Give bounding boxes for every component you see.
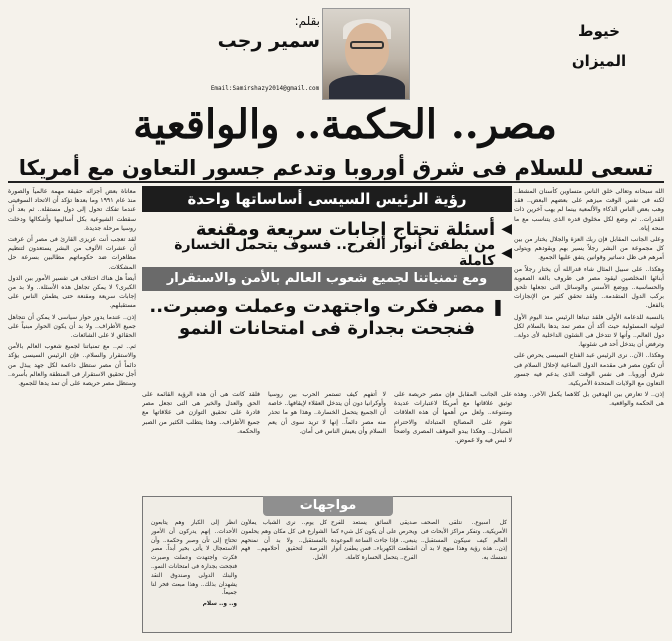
author-photo [322,8,410,100]
arrow-bullet-icon: ◀ [501,221,512,237]
column-brand [554,22,644,70]
quote-mark-icon: ❚ [491,297,505,316]
column-brand-line1: خيوط [578,22,620,40]
headline: مصر.. الحكمة.. والواقعية [133,101,557,148]
mid-column-center: لا أتفهم كيف تستمر الحرب بين روسيا وأوكرانيا دون أن يتدخل العقلاء لإيقافها.. خاصة أن الجميع يتحمل الخسارة.. وهذا هو ما تحذر منه مصر دائماً.. إنها لا تريد سوى أن يعم السلام وأن يعيش الناس فى أمان. [268,391,386,435]
box-column: كل يوم.. نرى الشباب يملأون الشوارع فى كل مكان وهم يحلمون بالمستقبل.. ولا بد أن نمنحهم الفرصة لتحقيق أحلامهم.. فهم الأمل. [241,520,327,562]
author-email: Email:Samirshazy2014@gmail.com [210,85,320,92]
paragraph: معاناة بعض أجزائه حقيقة مهمة عالمياً والصورة منذ عام ١٩٩١ وما بعدها تؤكد أن الاتحاد السوفيتى عندما تفكك تحول إلى دول مستقلة.. ثم بعد أن سقطت الشيوعية بكل أساليبها وأشكالها ودخلت روسيا مرحلة جديدة. [8,188,136,232]
paragraph: وهكذا.. على سبيل المثال شاء قدرالله أن يختار رجلاً من أبنائها المخلصين ليقود مصر فى ظروف بالغة الصعوبة والحساسية.. ووضع الأسس والوسائل التى تجعلها تلحق بركب الدول المتقدمة.. ولقد تحقق كثير من الإنجازات بالفعل. [514,265,664,310]
paragraph: ثم.. ثم.. مع تمنياتنا لجميع شعوب العالم بالأمن والاستقرار والسلام.. فإن الرئيس السيسى يؤكد دائماً أن مصر ستظل داعمة لكل جهد يبذل من أجل تحقيق الاستقرار فى المنطقة والعالم بأسره.. وستظل مصر حريصة على أن تمد يدها للجميع. [8,343,136,388]
column-brand-line2: الميزان [571,52,627,70]
box-column-text: مصر فكرت واجتهدت وعملت وصبرت فنجحت بجدارة فى امتحانات النمو.. والبنك الدولى وصندوق النقد يشهدان بذلك.. وهذا مبعث فخر لنا جميعاً. [151,546,237,597]
arrow-bullet-icon: ◀ [501,245,512,261]
paragraph: الله سبحانه وتعالى خلق الناس متساوين كأسنان المشط.. لكنه فى نفس الوقت ميزهم على بعضهم البعض.. فقد وهب بعض الناس الذكاء والألمعية بينما لم يهب آخرين ذات القدرات.. ثم وضع لكل مخلوق قدره الذى يتناسب مع ما منحه إياه. [514,188,664,232]
deck-bar-primary: رؤية الرئيس السيسى أساساتها واحدة [142,186,512,212]
paragraph: أيضاً هل هناك اختلاف فى تفسير الأمور بين الدول الكبرى؟ لا يمكن تجاهل هذه الأسئلة.. ولا بد من إجابات سريعة ومقنعة حتى يطمئن الناس على مستقبلهم. [8,274,136,310]
author-name: سمير رجب [217,30,320,52]
mid-column-left: فلقد كانت هى أن هذه الرؤية القائمة على الحق والعدل والخير هى التى تجعل مصر قادرة على تحقيق التوازن فى علاقاتها مع جميع الأطراف.. وهذا يتطلب الكثير من الصبر والحكمة. [142,391,260,435]
deck-highlight-line2: فنجحت بجدارة فى امتحانات النمو [178,318,476,339]
deck-highlight [142,294,512,340]
sidebar-box [142,496,512,633]
article-column-left [8,187,136,627]
box-column-text: انظر إلى الكبار وهم يتابعون الأحداث.. إنهم يدركون أن الأمور تحتاج إلى تأن وصبر وحكمة.. وأن الاستعجال لا يأتى بخير أبداً. [151,520,237,553]
paragraph: إذن.. لا تعارض بين الهدفين بل كلاهما يكمل الآخر.. وهذه هى الحكمة والواقعية. [514,391,664,408]
mid-columns [142,390,512,490]
box-column: كل أسبوع.. نتلقى الصحف الأمريكية.. وتفكر مراكز الأبحاث فى العالم كيف سيكون المستقبل.. إذن.. هذه رؤية وهذا منهج لا بد أن نتمسك به. [421,520,507,562]
deck-bar-secondary: ومع تمنياتنا لجميع شعوب العالم بالأمن والاستقرار [142,267,512,291]
subheadline: تسعى للسلام فى شرق أوروبا وتدعم جسور التعاون مع أمريكا [18,156,654,180]
paragraph: وهكذا.. الآن.. نرى الرئيس عبد الفتاح السيسى يحرص على أن تكون مصر فى مقدمة الدول الساعية لإحلال السلام فى شرق أوروبا.. فى نفس الوقت الذى يدعم فيه جسور التعاون مع الولايات المتحدة الأمريكية. [514,352,664,388]
deck-line-lights [142,237,512,269]
article-column-right [514,187,664,633]
deck-line-text: أسئلة تحتاج إجابات سريعة ومقنعة [195,218,496,240]
box-column: صديقى السائق يستعد للفرح ويحرص على أن يكون كل شيء كما ينبغى.. فإذا جاءت الساعة الموعودة انقطعت الكهرباء.. فمن يطفئ أنوار الفرح.. يتحمل الخسارة كاملة. [331,520,417,562]
mid-column-right: على الجانب المقابل فإن مصر حريصة على توثيق علاقاتها مع أمريكا لاعتبارات عديدة ومتنوعة.. ولعل من أهمها أن هذه العلاقات تقوم على المصالح المتبادلة والاحترام المتبادل.. وهكذا يبدو الموقف المصرى واضحاً لا لبس فيه ولا غموض. [394,391,512,445]
paragraph: إذن.. عندما يدور حوار سياسى لا يمكن أن نتجاهل جميع الأطراف.. ولا بد أن يكون الحوار مبنياً على الحقائق لا على الشائعات. [8,313,136,340]
paragraph: بالنسبة للدعامة الأولى فلقد تبناها الرئيس منذ اليوم الأول لتوليه المسئولية حيث أكد أن مصر تمد يدها بالسلام لكل دول العالم.. وأنها لا تتدخل فى الشئون الداخلية لأى دولة.. وترفض أن يتدخل أحد فى شئونها. [514,313,664,349]
box-column-last [151,519,237,631]
deck-line-text: من يطفئ أنوار الفرح.. فسوف يتحمل الخسارة كاملة [174,237,496,269]
paragraph: وعلى الجانب المقابل فإن ربك العزة والجلال يختار من بين كل مجموعة من البشر رجلاً يسير بهم ويقودهم ويتولى أمرهم فى ظل دساتير وقوانين يتفق عليها الجميع. [514,236,664,262]
paragraph: لقد تعجب أنت عزيزى القارئ فى مصر أن عرفت أن عشرات الألوف من البشر يستعدون لتنظيم مظاهرات ضد حكوماتهم مطالبين بسرعة حل المشكلات. [8,236,136,271]
byline-label: بقلم: [294,14,320,28]
deck-highlight-line1: مصر فكرت واجتهدت وعملت وصبرت.. [149,296,485,317]
header-rule [8,181,664,183]
deck [142,186,512,340]
box-signature: و.. و.. سلام [202,601,237,608]
byline [212,14,320,52]
box-title: مواجهات [263,496,393,516]
